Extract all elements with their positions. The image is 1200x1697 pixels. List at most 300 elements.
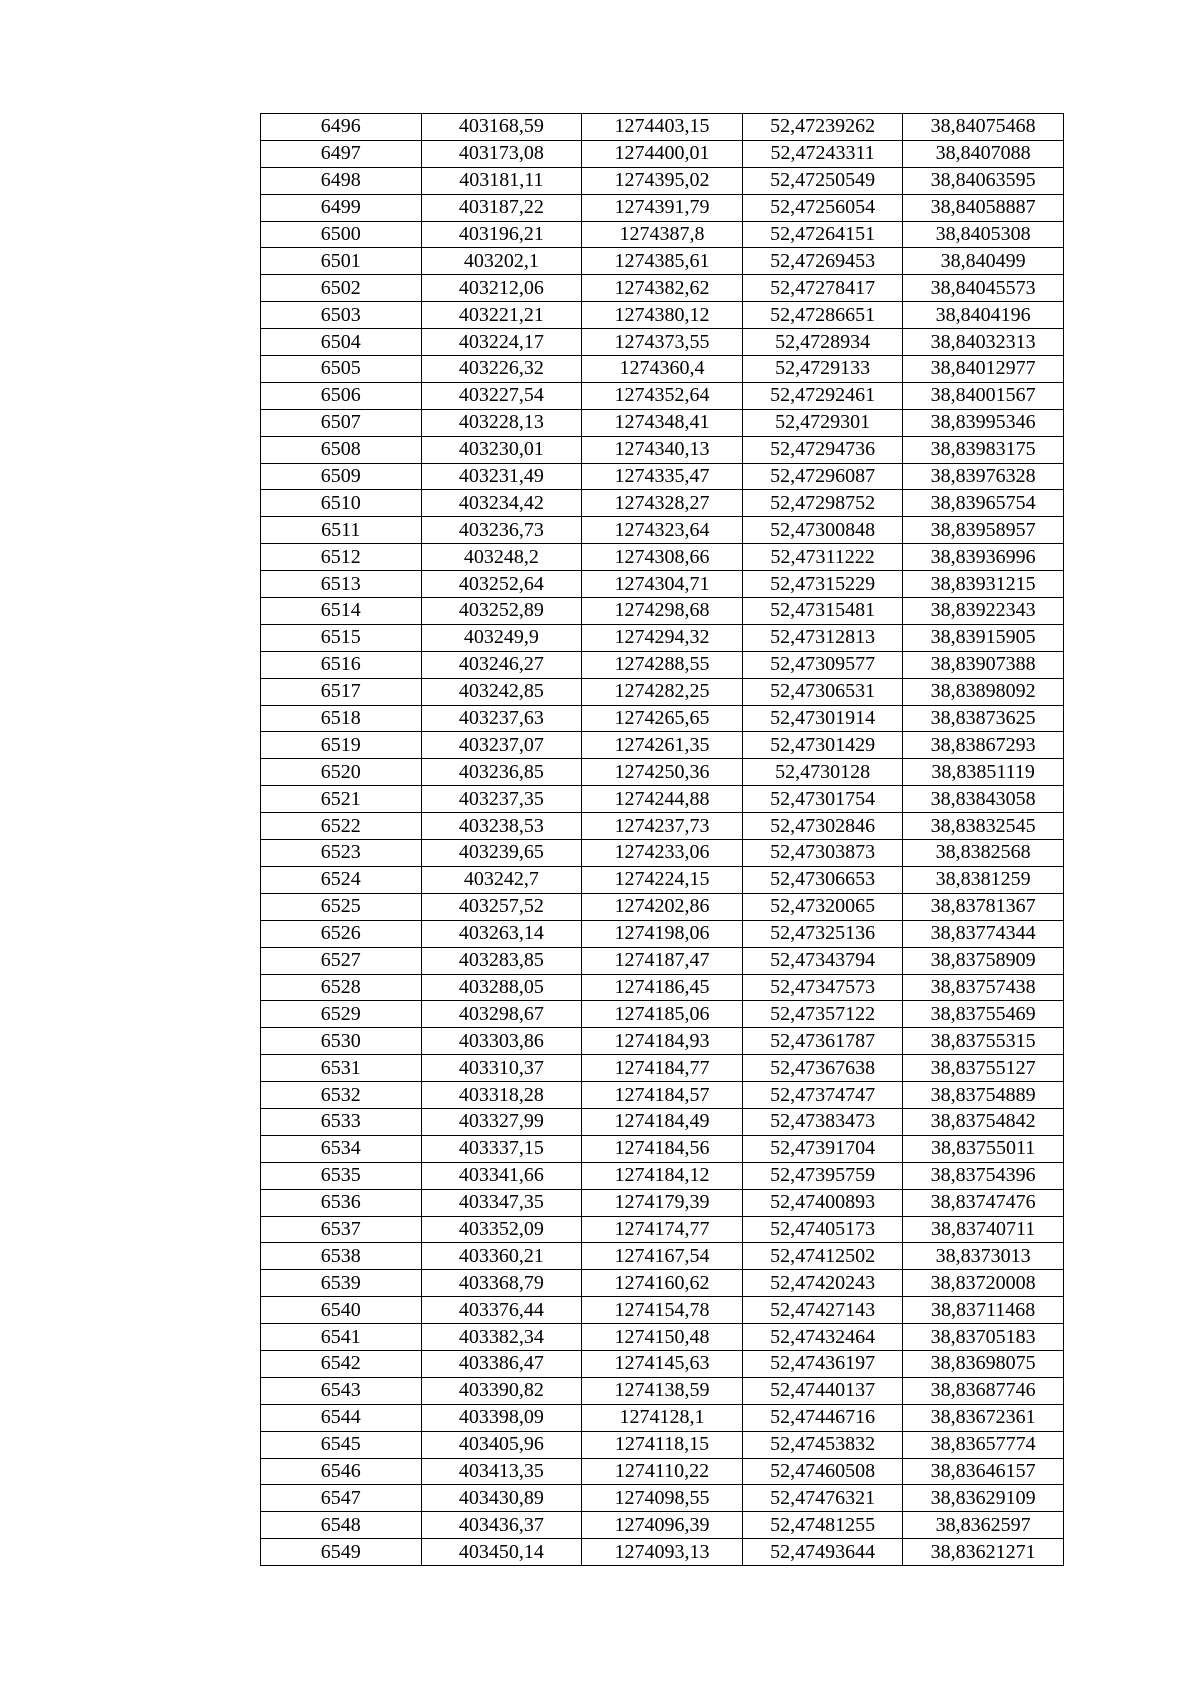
y-coordinate-cell: 1274110,22 [582,1458,743,1485]
x-coordinate-cell: 403187,22 [421,194,582,221]
y-coordinate-cell: 1274160,62 [582,1270,743,1297]
x-coordinate-cell: 403327,99 [421,1108,582,1135]
longitude-cell: 38,83755469 [903,1001,1064,1028]
longitude-cell: 38,84045573 [903,275,1064,302]
x-coordinate-cell: 403237,07 [421,732,582,759]
latitude-cell: 52,47395759 [742,1162,903,1189]
y-coordinate-cell: 1274335,47 [582,463,743,490]
coordinates-table [260,113,1064,1566]
y-coordinate-cell: 1274184,77 [582,1055,743,1082]
x-coordinate-cell: 403298,67 [421,1001,582,1028]
latitude-cell: 52,47315481 [742,598,903,625]
y-coordinate-cell: 1274391,79 [582,194,743,221]
latitude-cell: 52,47269453 [742,248,903,275]
x-coordinate-cell: 403236,73 [421,517,582,544]
x-coordinate-cell: 403263,14 [421,920,582,947]
x-coordinate-cell: 403413,35 [421,1458,582,1485]
y-coordinate-cell: 1274328,27 [582,490,743,517]
latitude-cell: 52,47278417 [742,275,903,302]
point-number-cell: 6503 [261,302,422,329]
table-row [261,1108,1064,1135]
x-coordinate-cell: 403310,37 [421,1055,582,1082]
x-coordinate-cell: 403228,13 [421,409,582,436]
x-coordinate-cell: 403227,54 [421,382,582,409]
y-coordinate-cell: 1274198,06 [582,920,743,947]
table-row [261,840,1064,867]
table-row [261,221,1064,248]
y-coordinate-cell: 1274385,61 [582,248,743,275]
table-row [261,356,1064,383]
table-row [261,436,1064,463]
longitude-cell: 38,83781367 [903,893,1064,920]
table-row [261,1431,1064,1458]
table-row [261,1404,1064,1431]
table-row [261,920,1064,947]
x-coordinate-cell: 403288,05 [421,974,582,1001]
table-row [261,1028,1064,1055]
table-row [261,759,1064,786]
latitude-cell: 52,47303873 [742,840,903,867]
x-coordinate-cell: 403230,01 [421,436,582,463]
x-coordinate-cell: 403196,21 [421,221,582,248]
table-row [261,1162,1064,1189]
latitude-cell: 52,47412502 [742,1243,903,1270]
latitude-cell: 52,47367638 [742,1055,903,1082]
table-row [261,1539,1064,1566]
latitude-cell: 52,4729133 [742,356,903,383]
latitude-cell: 52,47343794 [742,947,903,974]
point-number-cell: 6496 [261,114,422,141]
latitude-cell: 52,47383473 [742,1108,903,1135]
latitude-cell: 52,47250549 [742,167,903,194]
longitude-cell: 38,83646157 [903,1458,1064,1485]
point-number-cell: 6542 [261,1350,422,1377]
y-coordinate-cell: 1274250,36 [582,759,743,786]
x-coordinate-cell: 403257,52 [421,893,582,920]
table-row [261,813,1064,840]
point-number-cell: 6518 [261,705,422,732]
x-coordinate-cell: 403252,64 [421,571,582,598]
latitude-cell: 52,47306531 [742,678,903,705]
latitude-cell: 52,47301429 [742,732,903,759]
point-number-cell: 6504 [261,329,422,356]
longitude-cell: 38,83936996 [903,544,1064,571]
y-coordinate-cell: 1274265,65 [582,705,743,732]
longitude-cell: 38,83740711 [903,1216,1064,1243]
table-row [261,517,1064,544]
longitude-cell: 38,83995346 [903,409,1064,436]
latitude-cell: 52,4728934 [742,329,903,356]
table-row [261,167,1064,194]
table-row [261,866,1064,893]
latitude-cell: 52,47405173 [742,1216,903,1243]
latitude-cell: 52,47239262 [742,114,903,141]
y-coordinate-cell: 1274298,68 [582,598,743,625]
latitude-cell: 52,47306653 [742,866,903,893]
y-coordinate-cell: 1274118,15 [582,1431,743,1458]
longitude-cell: 38,83931215 [903,571,1064,598]
latitude-cell: 52,47302846 [742,813,903,840]
latitude-cell: 52,47357122 [742,1001,903,1028]
x-coordinate-cell: 403224,17 [421,329,582,356]
x-coordinate-cell: 403450,14 [421,1539,582,1566]
x-coordinate-cell: 403390,82 [421,1377,582,1404]
y-coordinate-cell: 1274294,32 [582,624,743,651]
latitude-cell: 52,47481255 [742,1512,903,1539]
latitude-cell: 52,47432464 [742,1324,903,1351]
table-row [261,1055,1064,1082]
latitude-cell: 52,47420243 [742,1270,903,1297]
coordinates-table-body [261,114,1064,1566]
x-coordinate-cell: 403303,86 [421,1028,582,1055]
longitude-cell: 38,84075468 [903,114,1064,141]
x-coordinate-cell: 403405,96 [421,1431,582,1458]
latitude-cell: 52,47347573 [742,974,903,1001]
latitude-cell: 52,47264151 [742,221,903,248]
y-coordinate-cell: 1274382,62 [582,275,743,302]
point-number-cell: 6521 [261,786,422,813]
point-number-cell: 6533 [261,1108,422,1135]
x-coordinate-cell: 403236,85 [421,759,582,786]
y-coordinate-cell: 1274145,63 [582,1350,743,1377]
point-number-cell: 6519 [261,732,422,759]
table-row [261,1216,1064,1243]
point-number-cell: 6548 [261,1512,422,1539]
longitude-cell: 38,83621271 [903,1539,1064,1566]
point-number-cell: 6509 [261,463,422,490]
table-row [261,624,1064,651]
y-coordinate-cell: 1274323,64 [582,517,743,544]
x-coordinate-cell: 403242,7 [421,866,582,893]
longitude-cell: 38,8404196 [903,302,1064,329]
y-coordinate-cell: 1274403,15 [582,114,743,141]
y-coordinate-cell: 1274202,86 [582,893,743,920]
longitude-cell: 38,83720008 [903,1270,1064,1297]
longitude-cell: 38,8381259 [903,866,1064,893]
x-coordinate-cell: 403376,44 [421,1297,582,1324]
y-coordinate-cell: 1274174,77 [582,1216,743,1243]
longitude-cell: 38,84058887 [903,194,1064,221]
point-number-cell: 6520 [261,759,422,786]
longitude-cell: 38,83915905 [903,624,1064,651]
longitude-cell: 38,83629109 [903,1485,1064,1512]
point-number-cell: 6531 [261,1055,422,1082]
longitude-cell: 38,83898092 [903,678,1064,705]
table-row [261,140,1064,167]
longitude-cell: 38,83958957 [903,517,1064,544]
y-coordinate-cell: 1274360,4 [582,356,743,383]
y-coordinate-cell: 1274179,39 [582,1189,743,1216]
latitude-cell: 52,47476321 [742,1485,903,1512]
latitude-cell: 52,47294736 [742,436,903,463]
y-coordinate-cell: 1274096,39 [582,1512,743,1539]
point-number-cell: 6530 [261,1028,422,1055]
longitude-cell: 38,8382568 [903,840,1064,867]
y-coordinate-cell: 1274395,02 [582,167,743,194]
x-coordinate-cell: 403246,27 [421,651,582,678]
point-number-cell: 6498 [261,167,422,194]
point-number-cell: 6546 [261,1458,422,1485]
table-row [261,1458,1064,1485]
longitude-cell: 38,83758909 [903,947,1064,974]
table-row [261,947,1064,974]
latitude-cell: 52,47436197 [742,1350,903,1377]
y-coordinate-cell: 1274304,71 [582,571,743,598]
point-number-cell: 6527 [261,947,422,974]
table-row [261,544,1064,571]
longitude-cell: 38,83754842 [903,1108,1064,1135]
x-coordinate-cell: 403283,85 [421,947,582,974]
longitude-cell: 38,83687746 [903,1377,1064,1404]
y-coordinate-cell: 1274373,55 [582,329,743,356]
y-coordinate-cell: 1274154,78 [582,1297,743,1324]
point-number-cell: 6500 [261,221,422,248]
latitude-cell: 52,47312813 [742,624,903,651]
y-coordinate-cell: 1274167,54 [582,1243,743,1270]
latitude-cell: 52,4730128 [742,759,903,786]
point-number-cell: 6506 [261,382,422,409]
table-row [261,463,1064,490]
longitude-cell: 38,83754396 [903,1162,1064,1189]
y-coordinate-cell: 1274233,06 [582,840,743,867]
longitude-cell: 38,83757438 [903,974,1064,1001]
longitude-cell: 38,83657774 [903,1431,1064,1458]
table-row [261,490,1064,517]
longitude-cell: 38,8407088 [903,140,1064,167]
point-number-cell: 6526 [261,920,422,947]
table-row [261,114,1064,141]
x-coordinate-cell: 403237,35 [421,786,582,813]
point-number-cell: 6523 [261,840,422,867]
x-coordinate-cell: 403252,89 [421,598,582,625]
y-coordinate-cell: 1274184,56 [582,1135,743,1162]
latitude-cell: 52,47361787 [742,1028,903,1055]
x-coordinate-cell: 403382,34 [421,1324,582,1351]
longitude-cell: 38,83873625 [903,705,1064,732]
longitude-cell: 38,84012977 [903,356,1064,383]
y-coordinate-cell: 1274184,49 [582,1108,743,1135]
table-row [261,1297,1064,1324]
x-coordinate-cell: 403337,15 [421,1135,582,1162]
point-number-cell: 6499 [261,194,422,221]
latitude-cell: 52,47286651 [742,302,903,329]
table-row [261,893,1064,920]
latitude-cell: 52,47311222 [742,544,903,571]
x-coordinate-cell: 403242,85 [421,678,582,705]
latitude-cell: 52,47460508 [742,1458,903,1485]
latitude-cell: 52,47292461 [742,382,903,409]
table-row [261,732,1064,759]
latitude-cell: 52,47301914 [742,705,903,732]
x-coordinate-cell: 403318,28 [421,1082,582,1109]
table-row [261,275,1064,302]
y-coordinate-cell: 1274184,57 [582,1082,743,1109]
y-coordinate-cell: 1274244,88 [582,786,743,813]
point-number-cell: 6538 [261,1243,422,1270]
point-number-cell: 6524 [261,866,422,893]
table-row [261,598,1064,625]
latitude-cell: 52,47325136 [742,920,903,947]
x-coordinate-cell: 403238,53 [421,813,582,840]
table-row [261,1270,1064,1297]
point-number-cell: 6543 [261,1377,422,1404]
x-coordinate-cell: 403221,21 [421,302,582,329]
latitude-cell: 52,47243311 [742,140,903,167]
longitude-cell: 38,83867293 [903,732,1064,759]
x-coordinate-cell: 403386,47 [421,1350,582,1377]
longitude-cell: 38,83705183 [903,1324,1064,1351]
x-coordinate-cell: 403234,42 [421,490,582,517]
x-coordinate-cell: 403249,9 [421,624,582,651]
longitude-cell: 38,83774344 [903,920,1064,947]
longitude-cell: 38,83747476 [903,1189,1064,1216]
longitude-cell: 38,83698075 [903,1350,1064,1377]
point-number-cell: 6513 [261,571,422,598]
point-number-cell: 6540 [261,1297,422,1324]
x-coordinate-cell: 403181,11 [421,167,582,194]
table-row [261,1189,1064,1216]
x-coordinate-cell: 403202,1 [421,248,582,275]
point-number-cell: 6529 [261,1001,422,1028]
x-coordinate-cell: 403239,65 [421,840,582,867]
x-coordinate-cell: 403231,49 [421,463,582,490]
y-coordinate-cell: 1274184,93 [582,1028,743,1055]
latitude-cell: 52,47315229 [742,571,903,598]
table-row [261,705,1064,732]
latitude-cell: 52,47374747 [742,1082,903,1109]
table-row [261,1350,1064,1377]
longitude-cell: 38,840499 [903,248,1064,275]
y-coordinate-cell: 1274400,01 [582,140,743,167]
y-coordinate-cell: 1274098,55 [582,1485,743,1512]
point-number-cell: 6501 [261,248,422,275]
y-coordinate-cell: 1274288,55 [582,651,743,678]
longitude-cell: 38,83843058 [903,786,1064,813]
longitude-cell: 38,8405308 [903,221,1064,248]
longitude-cell: 38,83976328 [903,463,1064,490]
y-coordinate-cell: 1274380,12 [582,302,743,329]
longitude-cell: 38,83922343 [903,598,1064,625]
point-number-cell: 6545 [261,1431,422,1458]
point-number-cell: 6505 [261,356,422,383]
table-row [261,786,1064,813]
longitude-cell: 38,83832545 [903,813,1064,840]
x-coordinate-cell: 403347,35 [421,1189,582,1216]
point-number-cell: 6547 [261,1485,422,1512]
y-coordinate-cell: 1274184,12 [582,1162,743,1189]
point-number-cell: 6541 [261,1324,422,1351]
y-coordinate-cell: 1274261,35 [582,732,743,759]
x-coordinate-cell: 403226,32 [421,356,582,383]
table-row [261,409,1064,436]
y-coordinate-cell: 1274352,64 [582,382,743,409]
y-coordinate-cell: 1274340,13 [582,436,743,463]
longitude-cell: 38,83672361 [903,1404,1064,1431]
latitude-cell: 52,47493644 [742,1539,903,1566]
longitude-cell: 38,8373013 [903,1243,1064,1270]
x-coordinate-cell: 403168,59 [421,114,582,141]
y-coordinate-cell: 1274224,15 [582,866,743,893]
y-coordinate-cell: 1274308,66 [582,544,743,571]
latitude-cell: 52,47427143 [742,1297,903,1324]
point-number-cell: 6525 [261,893,422,920]
point-number-cell: 6549 [261,1539,422,1566]
point-number-cell: 6517 [261,678,422,705]
table-row [261,248,1064,275]
y-coordinate-cell: 1274387,8 [582,221,743,248]
y-coordinate-cell: 1274093,13 [582,1539,743,1566]
latitude-cell: 52,47256054 [742,194,903,221]
table-row [261,1243,1064,1270]
point-number-cell: 6510 [261,490,422,517]
x-coordinate-cell: 403360,21 [421,1243,582,1270]
latitude-cell: 52,47320065 [742,893,903,920]
x-coordinate-cell: 403237,63 [421,705,582,732]
table-row [261,1512,1064,1539]
longitude-cell: 38,84001567 [903,382,1064,409]
longitude-cell: 38,83755315 [903,1028,1064,1055]
table-row [261,571,1064,598]
y-coordinate-cell: 1274128,1 [582,1404,743,1431]
point-number-cell: 6528 [261,974,422,1001]
latitude-cell: 52,47298752 [742,490,903,517]
point-number-cell: 6539 [261,1270,422,1297]
point-number-cell: 6497 [261,140,422,167]
x-coordinate-cell: 403398,09 [421,1404,582,1431]
x-coordinate-cell: 403436,37 [421,1512,582,1539]
longitude-cell: 38,84063595 [903,167,1064,194]
y-coordinate-cell: 1274187,47 [582,947,743,974]
point-number-cell: 6537 [261,1216,422,1243]
x-coordinate-cell: 403212,06 [421,275,582,302]
point-number-cell: 6516 [261,651,422,678]
y-coordinate-cell: 1274237,73 [582,813,743,840]
y-coordinate-cell: 1274185,06 [582,1001,743,1028]
latitude-cell: 52,47453832 [742,1431,903,1458]
point-number-cell: 6507 [261,409,422,436]
longitude-cell: 38,84032313 [903,329,1064,356]
latitude-cell: 52,47300848 [742,517,903,544]
longitude-cell: 38,83907388 [903,651,1064,678]
x-coordinate-cell: 403352,09 [421,1216,582,1243]
table-row [261,1485,1064,1512]
latitude-cell: 52,47440137 [742,1377,903,1404]
longitude-cell: 38,83851119 [903,759,1064,786]
x-coordinate-cell: 403368,79 [421,1270,582,1297]
x-coordinate-cell: 403248,2 [421,544,582,571]
x-coordinate-cell: 403341,66 [421,1162,582,1189]
table-row [261,651,1064,678]
point-number-cell: 6522 [261,813,422,840]
point-number-cell: 6515 [261,624,422,651]
point-number-cell: 6508 [261,436,422,463]
point-number-cell: 6532 [261,1082,422,1109]
longitude-cell: 38,83754889 [903,1082,1064,1109]
point-number-cell: 6502 [261,275,422,302]
point-number-cell: 6512 [261,544,422,571]
table-row [261,194,1064,221]
table-row [261,329,1064,356]
longitude-cell: 38,83965754 [903,490,1064,517]
table-row [261,1082,1064,1109]
latitude-cell: 52,47296087 [742,463,903,490]
point-number-cell: 6544 [261,1404,422,1431]
y-coordinate-cell: 1274282,25 [582,678,743,705]
x-coordinate-cell: 403430,89 [421,1485,582,1512]
table-row [261,974,1064,1001]
point-number-cell: 6535 [261,1162,422,1189]
latitude-cell: 52,47400893 [742,1189,903,1216]
